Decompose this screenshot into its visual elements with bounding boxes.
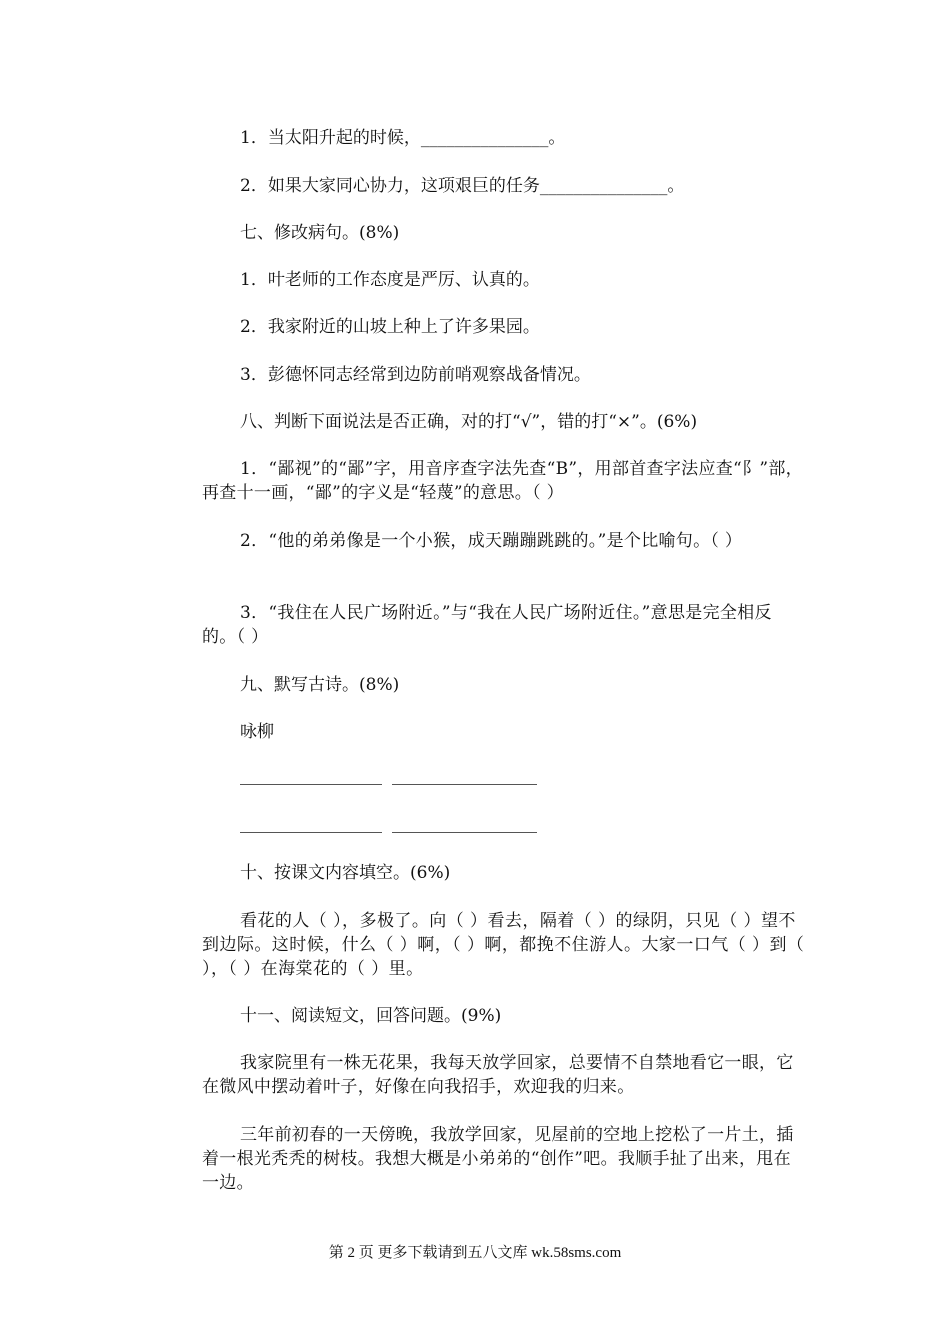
q7-item-2: 2．我家附近的山坡上种上了许多果园。	[240, 317, 540, 337]
section-11-title: 十一、阅读短文，回答问题。(9%)	[240, 1006, 502, 1026]
reading-paragraph-2: 三年前初春的一天傍晚，我放学回家，见屋前的空地上挖松了一片土，插着一根光秃秃的树枝。我想大概是小弟弟的“创作”吧。我顺手扯了出来，甩在一边。	[202, 1125, 794, 1193]
q6-item-1: 1．当太阳升起的时候，_______________。	[240, 128, 566, 148]
poem-blank-row-1[interactable]	[240, 770, 537, 785]
q7-item-3: 3．彭德怀同志经常到边防前哨观察战备情况。	[240, 365, 591, 385]
q8-item-3: 3．“我住在人民广场附近。”与“我在人民广场附近住。”意思是完全相反的。（ ）	[202, 603, 772, 647]
poem-blank-row-2[interactable]	[240, 818, 537, 833]
page-footer: 第 2 页 更多下载请到五八文库 wk.58sms.com	[328, 1245, 622, 1261]
section-9-title: 九、默写古诗。(8%)	[240, 675, 400, 695]
poem-blank-line[interactable]	[240, 770, 382, 785]
poem-blank-line[interactable]	[392, 818, 537, 833]
q6-item-2: 2．如果大家同心协力，这项艰巨的任务_______________。	[240, 176, 685, 196]
section-10-title: 十、按课文内容填空。(6%)	[240, 863, 451, 883]
poem-blank-line[interactable]	[392, 770, 537, 785]
q7-item-1: 1．叶老师的工作态度是严厉、认真的。	[240, 270, 540, 290]
section-8-title: 八、判断下面说法是否正确，对的打“√”，错的打“×”。(6%)	[240, 412, 698, 432]
section-7-title: 七、修改病句。(8%)	[240, 223, 400, 243]
poem-blank-line[interactable]	[240, 818, 382, 833]
poem-title: 咏柳	[240, 722, 274, 742]
q10-fill-text: 看花的人（ ），多极了。向（ ）看去，隔着（ ）的绿阴，只见（ ）望不到边际。这时候，什么（ ）啊，（ ）啊，都挽不住游人。大家一口气（ ）到（ ），（ ）在海棠花的（ ）里。	[202, 911, 805, 979]
q8-item-2: 2．“他的弟弟像是一个小猴，成天蹦蹦跳跳的。”是个比喻句。（ ）	[240, 531, 743, 551]
reading-paragraph-1: 我家院里有一株无花果，我每天放学回家，总要情不自禁地看它一眼，它在微风中摆动着叶子，好像在向我招手，欢迎我的归来。	[202, 1053, 794, 1097]
q8-item-1: 1．“鄙视”的“鄙”字，用音序查字法先查“B”，用部首查字法应查“阝”部，再查十一画，“鄙”的字义是“轻蔑”的意思。（ ）	[202, 459, 803, 503]
